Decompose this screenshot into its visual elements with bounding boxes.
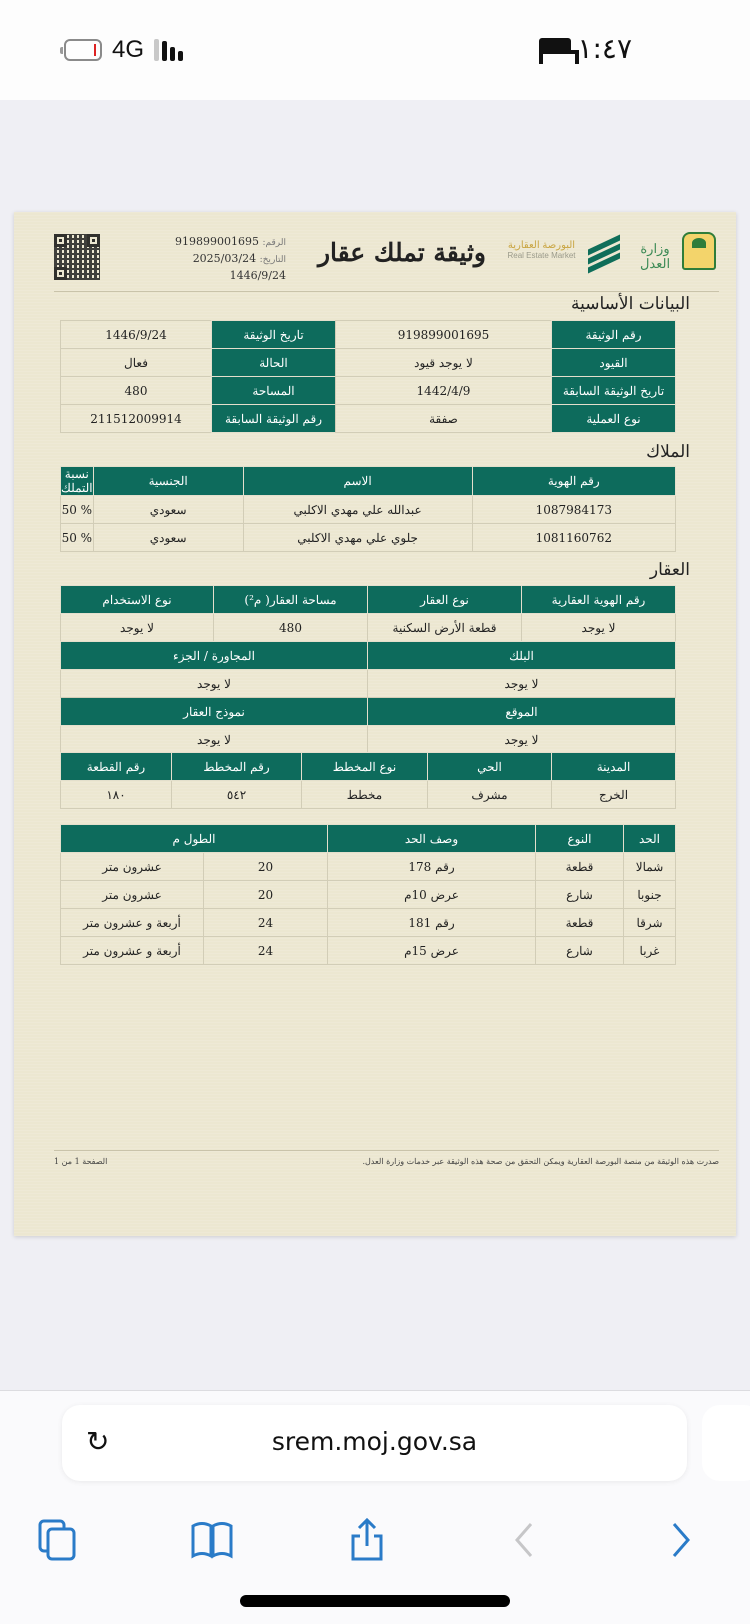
table-row: 1087984173 عبدالله علي مهدي الاكلبي سعودي % 50 xyxy=(61,496,676,524)
tabs-icon[interactable] xyxy=(36,1518,80,1562)
table-row: الخرج مشرف مخطط ٥٤٢ ١٨٠ xyxy=(61,781,676,809)
url-text[interactable]: srem.moj.gov.sa xyxy=(271,1427,478,1456)
next-tab-peek[interactable] xyxy=(702,1405,750,1481)
sleep-bed-icon xyxy=(539,38,571,60)
table-row: 1081160762 جلوي علي مهدي الاكلبي سعودي % 50 xyxy=(61,524,676,552)
boundaries-table xyxy=(60,824,676,965)
basic-info-table xyxy=(60,320,676,433)
property-block-table xyxy=(60,641,676,754)
network-type: 4G xyxy=(112,36,145,63)
share-icon[interactable] xyxy=(345,1518,389,1562)
meta-date-hijri: 1446/9/24 xyxy=(229,269,286,282)
document-footer xyxy=(54,1150,719,1166)
table-row: نوع العملية صفقة رقم الوثيقة السابقة 211512009914 xyxy=(61,405,676,433)
ministry-emblem-icon xyxy=(682,232,716,270)
owners-table xyxy=(60,466,676,552)
table-header-row: رقم الهوية الاسم الجنسية نسبة التملك xyxy=(61,467,676,496)
meta-number: 919899001695 xyxy=(174,235,259,248)
footer-note: صدرت هذه الوثيقة من منصة البورصة العقارية ويمكن التحقق من صحة هذه الوثيقة عبر خدمات وزارة العدل. xyxy=(362,1157,719,1166)
status-bar xyxy=(0,0,750,100)
table-header-row: الموقع نموذج العقار xyxy=(61,698,676,726)
status-left xyxy=(64,36,183,64)
document-meta: الرقم: 919899001695 التاريخ: 2025/03/24 1446/9/24 xyxy=(174,235,286,282)
table-header-row: الحد النوع وصف الحد الطول م xyxy=(61,825,676,853)
ownership-document xyxy=(14,212,736,1236)
table-row: لا يوجد لا يوجد xyxy=(61,726,676,754)
meta-date-gregorian: 2025/03/24 xyxy=(192,252,257,265)
ministry-logo-text: وزارة العدل xyxy=(639,242,671,272)
document-header xyxy=(54,230,719,292)
table-row: شمالا قطعة رقم 178 20 عشرون متر xyxy=(61,853,676,881)
signal-icon xyxy=(154,39,183,61)
table-row: جنوبا شارع عرض 10م 20 عشرون متر xyxy=(61,881,676,909)
status-right xyxy=(539,32,632,65)
table-row: لا يوجد قطعة الأرض السكنية 480 لا يوجد xyxy=(61,614,676,642)
bookmarks-icon[interactable] xyxy=(190,1518,234,1562)
battery-low-icon xyxy=(64,39,102,61)
address-bar[interactable] xyxy=(62,1405,687,1481)
clock: ١:٤٧ xyxy=(577,32,632,65)
table-header-row: رقم الهوية العقارية نوع العقار مساحة العقار( م²) نوع الاستخدام xyxy=(61,586,676,614)
section-owners-title: الملاك xyxy=(646,442,690,462)
home-indicator[interactable] xyxy=(240,1595,510,1607)
table-row: غربا شارع عرض 15م 24 أربعة و عشرون متر xyxy=(61,937,676,965)
page-number: الصفحة 1 من 1 xyxy=(54,1157,108,1166)
section-basic-info-title: البيانات الأساسية xyxy=(571,294,690,314)
back-icon[interactable] xyxy=(505,1518,549,1562)
browser-toolbar xyxy=(0,1500,750,1570)
real-estate-market-logo: البورصة العقارية Real Estate Market xyxy=(507,240,576,260)
reload-icon[interactable]: ↻ xyxy=(86,1425,110,1458)
table-row: رقم الوثيقة 919899001695 تاريخ الوثيقة 1446/9/24 xyxy=(61,321,676,349)
property-location-table xyxy=(60,752,676,809)
table-header-row: البلك المجاورة / الجزء xyxy=(61,642,676,670)
section-property-title: العقار xyxy=(649,560,690,580)
table-row: شرقا قطعة رقم 181 24 أربعة و عشرون متر xyxy=(61,909,676,937)
srem-emblem-icon xyxy=(584,234,624,274)
qr-code xyxy=(54,234,100,280)
table-row: لا يوجد لا يوجد xyxy=(61,670,676,698)
forward-icon[interactable] xyxy=(660,1518,704,1562)
property-table xyxy=(60,585,676,642)
table-row: القيود لا يوجد قيود الحالة فعال xyxy=(61,349,676,377)
document-title: وثيقة تملك عقار xyxy=(317,238,486,267)
table-row: تاريخ الوثيقة السابقة 1442/4/9 المساحة 480 xyxy=(61,377,676,405)
table-header-row: المدينة الحي نوع المخطط رقم المخطط رقم القطعة xyxy=(61,753,676,781)
